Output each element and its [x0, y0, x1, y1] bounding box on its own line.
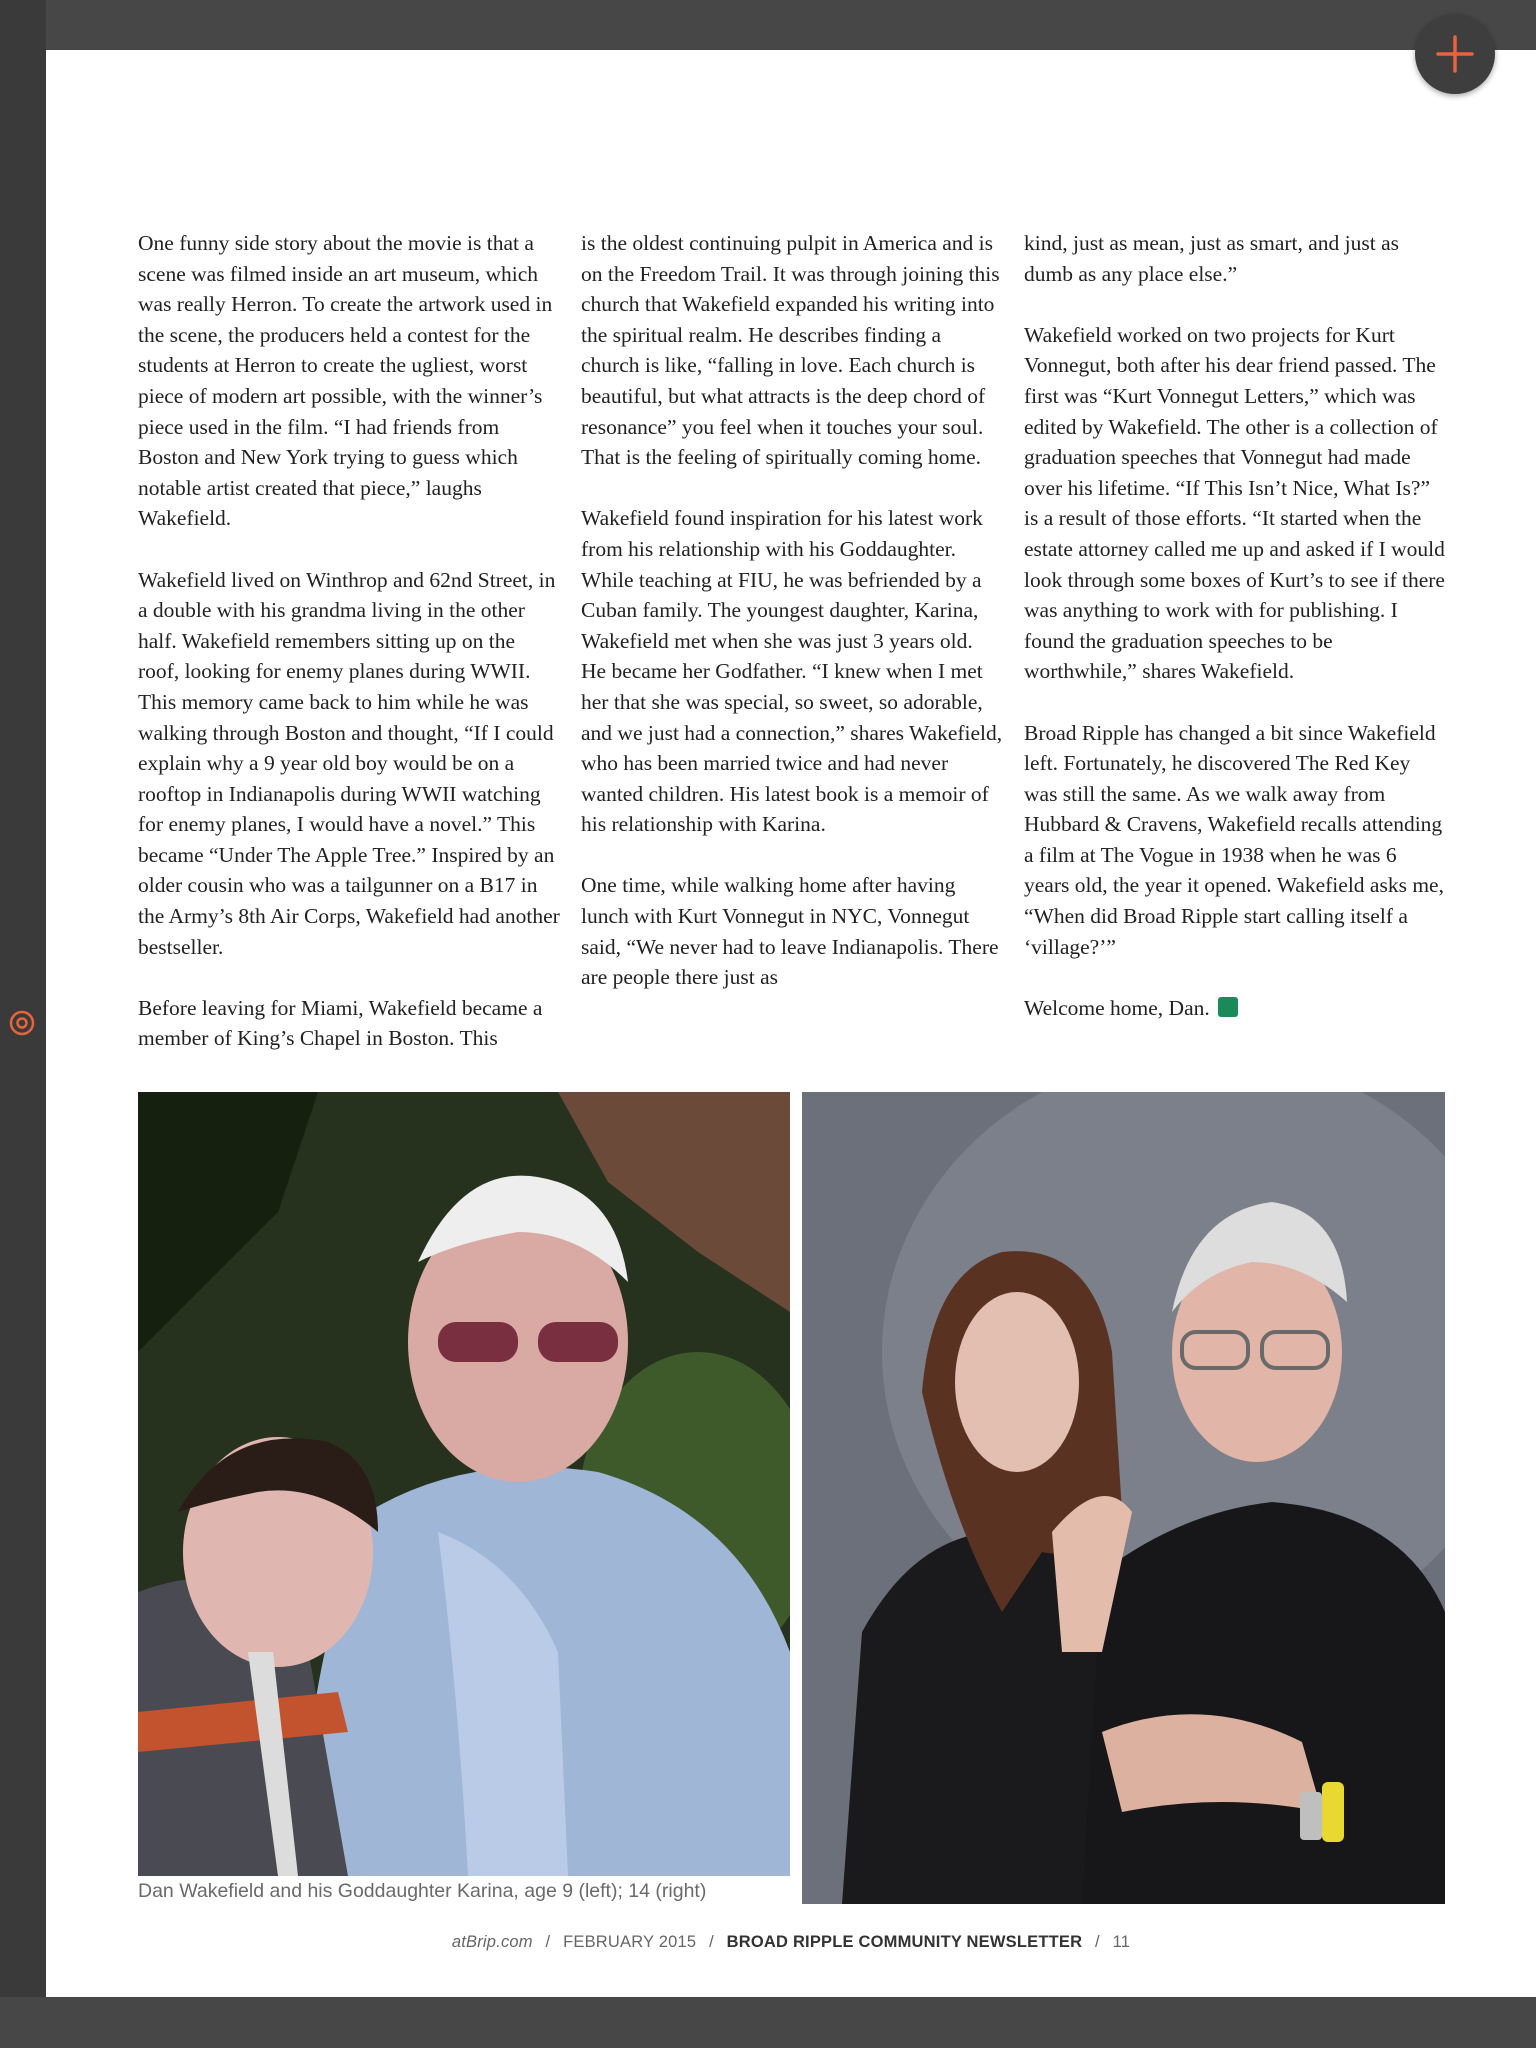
paragraph: Broad Ripple has changed a bit since Wakefield left. Fortunately, he discovered The Red Key was still the same. As we walk away from Hubbard & Cravens, Wakefield recalls attending a film at The Vogue in 1938 when he was 6 years old, the year it opened. Wakefield asks me, “When did Broad Ripple start calling itself a ‘village?’” [1024, 720, 1444, 959]
photo-left-illustration [138, 1092, 790, 1876]
viewer-bottom-bar [0, 1997, 1536, 2048]
paragraph: Wakefield lived on Winthrop and 62nd Street, in a double with his grandma living in the other half. Wakefield remembers sitting up on the roof, looking for enemy planes during WWII. This memory came back to him while he was walking through Boston and thought, “If I could explain why a 9 year old boy would be on a rooftop in Indianapolis during WWII watching for enemy planes, I would have a novel.” This became “Under The Apple Tree.” Inspired by an older cousin who was a tailgunner on a B17 in the Army’s 8th Air Corps, Wakefield had another bestseller. [138, 567, 560, 959]
end-square-icon [1218, 997, 1238, 1017]
photo-right-illustration [802, 1092, 1445, 1904]
article-column-2 [581, 228, 1003, 1023]
footer-date: FEBRUARY 2015 [563, 1933, 697, 1951]
paragraph: Wakefield found inspiration for his latest work from his relationship with his Goddaughter. While teaching at FIU, he was befriended by a Cuban family. The youngest daughter, Karina, Wakefield met when she was just 3 years old. He became her Godfather. “I knew when I met her that she was special, so sweet, so adorable, and we just had a connection,” shares Wakefield, who has been married twice and had never wanted children. His latest book is a memoir of his relationship with Karina. [581, 506, 1003, 837]
magazine-page [46, 50, 1536, 1997]
footer-page-number: 11 [1112, 1933, 1131, 1951]
photo-wakefield-karina-age-9 [138, 1092, 790, 1876]
paragraph: Wakefield worked on two projects for Kurt Vonnegut, both after his dear friend passed. The first was “Kurt Vonnegut Letters,” which was edited by Wakefield. The other is a collection of graduation speeches that Vonnegut had made over his lifetime. “If This Isn’t Nice, What Is?” is a result of those efforts. “It started when the estate attorney called me up and asked if I would look through some boxes of Kurt’s to see if there was anything to work with for publishing. I found the graduation speeches to be worthwhile,” shares Wakefield. [1024, 322, 1445, 684]
viewer-top-bar [0, 0, 1536, 50]
reading-position-marker[interactable] [9, 1010, 35, 1036]
target-icon [9, 1010, 35, 1036]
plus-icon [1435, 34, 1475, 74]
paragraph: kind, just as mean, just as smart, and just as dumb as any place else.” [1024, 231, 1400, 286]
article-column-3 [1024, 228, 1446, 1054]
paragraph: One time, while walking home after having lunch with Kurt Vonnegut in NYC, Vonnegut said, “We never had to leave Indianapolis. There are people there just as [581, 873, 999, 990]
paragraph: Before leaving for Miami, Wakefield became a member of King’s Chapel in Boston. This [138, 995, 543, 1051]
page-footer [46, 1933, 1536, 1952]
footer-separator: / [709, 1933, 714, 1951]
article-body [138, 228, 1446, 1108]
photo-wakefield-karina-age-14 [802, 1092, 1445, 1904]
footer-separator: / [545, 1933, 551, 1951]
paragraph: One funny side story about the movie is that a scene was filmed inside an art museum, which was really Herron. To create the artwork used in the scene, the producers held a contest for the students at Herron to create the ugliest, worst piece of modern art possible, with the winner’s piece used in the film. “I had friends from Boston and New York trying to guess which notable artist created that piece,” laughs Wakefield. [138, 231, 553, 531]
footer-separator: / [1095, 1933, 1100, 1951]
photo-caption: Dan Wakefield and his Goddaughter Karina, age 9 (left); 14 (right) [138, 1880, 707, 1902]
add-button[interactable] [1415, 14, 1495, 94]
closing-text: Welcome home, Dan. [1024, 995, 1210, 1020]
footer-site: atBrip.com [451, 1933, 533, 1951]
footer-publication: BROAD RIPPLE COMMUNITY NEWSLETTER [726, 1933, 1083, 1951]
article-column-1 [138, 228, 560, 1085]
paragraph: is the oldest continuing pulpit in America and is on the Freedom Trail. It was through joining this church that Wakefield expanded his writing into the spiritual realm. He describes finding a church is like, “falling in love. Each church is beautiful, but what attracts is the deep chord of resonance” you feel when it touches your soul. That is the feeling of spiritually coming home. [581, 231, 1000, 470]
closing-paragraph [1024, 993, 1446, 1024]
